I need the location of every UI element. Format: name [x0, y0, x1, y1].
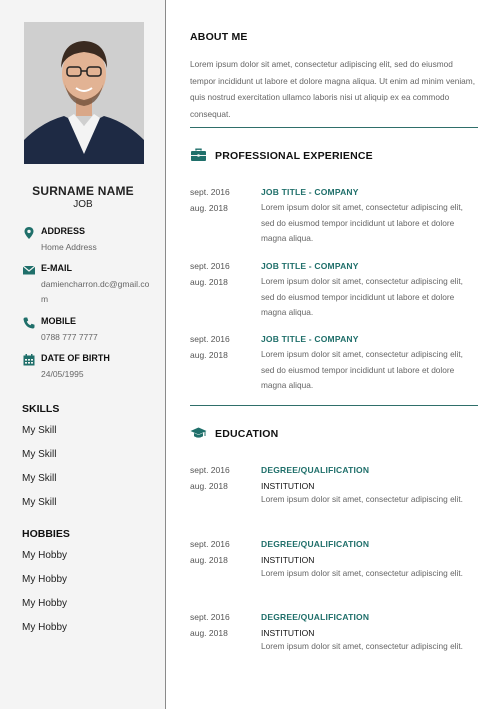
skill-item: My Skill	[22, 425, 57, 436]
mobile-value: 0788 777 7777	[41, 332, 98, 342]
entry-title: DEGREE/QUALIFICATION	[261, 465, 370, 475]
email-value: damiencharron.dc@gmail.com	[41, 279, 150, 304]
entry-title: JOB TITLE - COMPANY	[261, 334, 359, 344]
entry-description: Lorem ipsum dolor sit amet, consectetur adipiscing elit, sed do eiusmod tempor incididunt ut labore et dolore magna aliqua.	[261, 349, 463, 390]
skill-item: My Skill	[22, 497, 57, 508]
entry-start-date: sept. 2016	[190, 334, 230, 344]
entry-start-date: sept. 2016	[190, 612, 230, 622]
envelope-icon	[22, 263, 36, 277]
address-label: ADDRESS	[41, 226, 86, 236]
profile-photo	[24, 22, 144, 164]
hobbies-heading: HOBBIES	[22, 528, 70, 540]
experience-heading: PROFESSIONAL EXPERIENCE	[215, 150, 373, 162]
entry-end-date: aug. 2018	[190, 350, 228, 360]
birth-value: 24/05/1995	[41, 369, 84, 379]
address-value: Home Address	[41, 242, 97, 252]
entry-end-date: aug. 2018	[190, 555, 228, 565]
mobile-label: MOBILE	[41, 316, 76, 326]
entry-description: Lorem ipsum dolor sit amet, consectetur adipiscing elit.	[261, 568, 463, 578]
skill-item: My Skill	[22, 473, 57, 484]
phone-icon	[22, 316, 36, 330]
birth-label: DATE OF BIRTH	[41, 353, 110, 363]
about-text: Lorem ipsum dolor sit amet, consectetur adipiscing elit, sed do eiusmod tempor incididunt ut labore et dolore magna aliqua. Ut enim ad minim veniam, quis nostrud exercitation ullamco laboris nisi ut aliquip ex ea commodo consequat.	[190, 59, 476, 119]
entry-end-date: aug. 2018	[190, 628, 228, 638]
section-divider	[190, 405, 478, 406]
entry-title: DEGREE/QUALIFICATION	[261, 612, 370, 622]
section-divider	[190, 127, 478, 128]
calendar-icon	[22, 353, 36, 367]
entry-start-date: sept. 2016	[190, 187, 230, 197]
entry-start-date: sept. 2016	[190, 261, 230, 271]
entry-title: DEGREE/QUALIFICATION	[261, 539, 370, 549]
entry-title: JOB TITLE - COMPANY	[261, 187, 359, 197]
portrait-image	[24, 22, 144, 164]
education-heading: EDUCATION	[215, 428, 279, 440]
entry-institution: INSTITUTION	[261, 481, 315, 491]
hobby-item: My Hobby	[22, 574, 68, 585]
entry-description: Lorem ipsum dolor sit amet, consectetur adipiscing elit, sed do eiusmod tempor incididunt ut labore et dolore magna aliqua.	[261, 202, 463, 243]
entry-start-date: sept. 2016	[190, 539, 230, 549]
graduation-cap-icon	[190, 426, 207, 440]
entry-institution: INSTITUTION	[261, 628, 315, 638]
entry-end-date: aug. 2018	[190, 203, 228, 213]
skills-heading: SKILLS	[22, 403, 60, 415]
profile-name: SURNAME NAME	[32, 184, 134, 198]
entry-start-date: sept. 2016	[190, 465, 230, 475]
entry-institution: INSTITUTION	[261, 555, 315, 565]
hobby-item: My Hobby	[22, 622, 68, 633]
entry-title: JOB TITLE - COMPANY	[261, 261, 359, 271]
hobby-item: My Hobby	[22, 550, 68, 561]
location-pin-icon	[22, 226, 36, 240]
entry-end-date: aug. 2018	[190, 481, 228, 491]
entry-description: Lorem ipsum dolor sit amet, consectetur adipiscing elit.	[261, 641, 463, 651]
entry-description: Lorem ipsum dolor sit amet, consectetur adipiscing elit.	[261, 494, 463, 504]
skill-item: My Skill	[22, 449, 57, 460]
entry-end-date: aug. 2018	[190, 277, 228, 287]
entry-description: Lorem ipsum dolor sit amet, consectetur adipiscing elit, sed do eiusmod tempor incididunt ut labore et dolore magna aliqua.	[261, 276, 463, 317]
hobby-item: My Hobby	[22, 598, 68, 609]
email-label: E-MAIL	[41, 263, 72, 273]
about-heading: ABOUT ME	[190, 31, 248, 43]
sidebar	[0, 0, 166, 709]
profile-job: JOB	[73, 199, 93, 210]
briefcase-icon	[190, 148, 207, 162]
